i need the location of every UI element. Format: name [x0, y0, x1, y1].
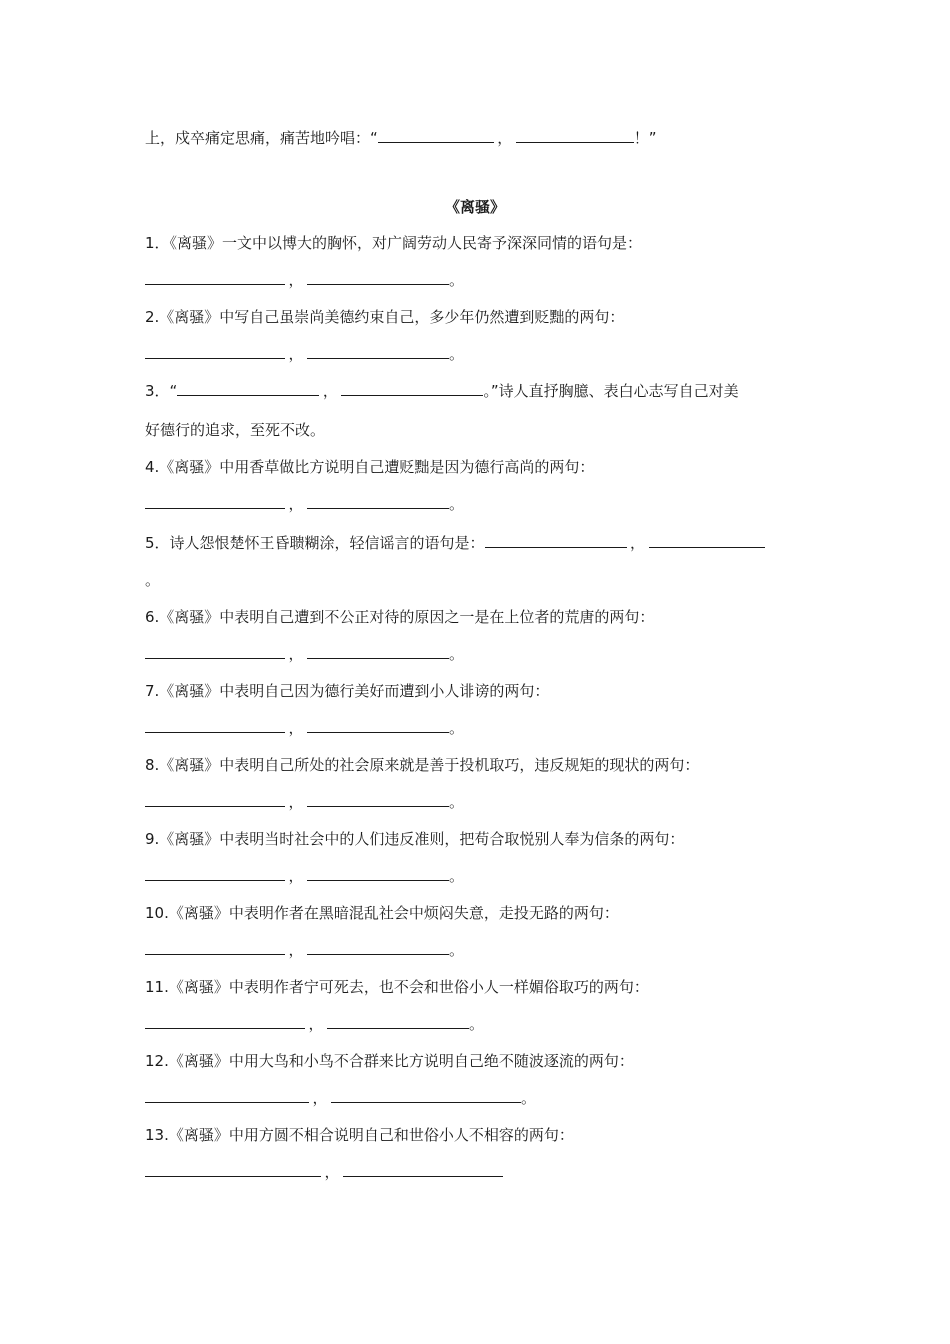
comma: ， — [288, 495, 304, 513]
intro-text: 上，戍卒痛定思痛，痛苦地吟唱：“ — [145, 129, 378, 147]
answer-line — [145, 269, 464, 291]
answer-blank[interactable] — [649, 532, 765, 548]
prompt-start: 3．“ — [145, 382, 178, 400]
answer-blank[interactable] — [307, 269, 449, 285]
comma: ， — [288, 719, 304, 737]
comma: ， — [288, 793, 304, 811]
answer-blank[interactable] — [307, 791, 449, 807]
answer-blank[interactable] — [331, 1087, 521, 1103]
question-prompt: 1．《离骚》一文中以博大的胸怀，对广阔劳动人民寄予深深同情的语句是： — [145, 234, 643, 252]
answer-blank[interactable] — [307, 939, 449, 955]
answer-blank[interactable] — [343, 1161, 503, 1177]
answer-blank[interactable] — [177, 380, 319, 396]
period: 。 — [449, 793, 465, 811]
period: 。 — [469, 1015, 485, 1033]
answer-line — [145, 791, 464, 813]
answer-blank[interactable] — [307, 865, 449, 881]
answer-blank[interactable] — [145, 643, 285, 659]
answer-blank[interactable] — [145, 1087, 309, 1103]
answer-blank[interactable] — [327, 1013, 469, 1029]
comma: ， — [288, 645, 304, 663]
answer-blank[interactable] — [485, 532, 627, 548]
comma: ， — [288, 345, 304, 363]
question-prompt: 11.《离骚》中表明作者宁可死去，也不会和世俗小人一样媚俗取巧的两句： — [145, 978, 649, 996]
period: 。 — [449, 719, 465, 737]
answer-blank[interactable] — [307, 717, 449, 733]
question-prompt: 6.《离骚》中表明自己遭到不公正对待的原因之一是在上位者的荒唐的两句： — [145, 608, 655, 626]
period: 。 — [449, 941, 465, 959]
period-line: 。 — [145, 571, 161, 589]
section-title: 《离骚》 — [444, 198, 505, 216]
period: 。 — [449, 345, 465, 363]
question-prompt: 9.《离骚》中表明当时社会中的人们违反准则，把苟合取悦别人奉为信条的两句： — [145, 830, 685, 848]
answer-blank[interactable] — [145, 1013, 305, 1029]
answer-line — [145, 1161, 503, 1183]
answer-blank[interactable] — [145, 493, 285, 509]
question-prompt: 7.《离骚》中表明自己因为德行美好而遭到小人诽谤的两句： — [145, 682, 550, 700]
answer-blank[interactable] — [307, 343, 449, 359]
question-prompt: 2.《离骚》中写自己虽崇尚美德约束自己，多少年仍然遭到贬黜的两句： — [145, 308, 625, 326]
answer-blank[interactable] — [145, 717, 285, 733]
intro-end: ！” — [633, 129, 657, 147]
answer-blank[interactable] — [307, 643, 449, 659]
comma: ， — [630, 534, 646, 552]
prompt-end: 。”诗人直抒胸臆、表白心志写自己对美 — [483, 382, 739, 400]
question-prompt: 8.《离骚》中表明自己所处的社会原来就是善于投机取巧，违反规矩的现状的两句： — [145, 756, 700, 774]
answer-line — [145, 643, 464, 665]
answer-blank[interactable] — [341, 380, 483, 396]
question-prompt: 13.《离骚》中用方圆不相合说明自己和世俗小人不相容的两句： — [145, 1126, 574, 1144]
comma: ， — [288, 867, 304, 885]
comma: ， — [312, 1089, 328, 1107]
question-prompt-inline — [145, 532, 765, 554]
period: 。 — [521, 1089, 537, 1107]
comma: ， — [288, 271, 304, 289]
answer-blank[interactable] — [145, 865, 285, 881]
period: 。 — [449, 495, 465, 513]
question-prompt: 4.《离骚》中用香草做比方说明自己遭贬黜是因为德行高尚的两句： — [145, 458, 595, 476]
answer-line — [145, 493, 464, 515]
answer-blank[interactable] — [307, 493, 449, 509]
period: 。 — [449, 271, 465, 289]
question-prompt: 10.《离骚》中表明作者在黑暗混乱社会中烦闷失意，走投无路的两句： — [145, 904, 619, 922]
comma: ， — [497, 129, 513, 147]
answer-blank[interactable] — [378, 127, 494, 143]
answer-blank[interactable] — [145, 343, 285, 359]
period: 。 — [449, 645, 465, 663]
answer-blank[interactable] — [145, 791, 285, 807]
prompt-text: 5．诗人怨恨楚怀王昏聩糊涂，轻信谣言的语句是： — [145, 534, 485, 552]
question-continuation: 好德行的追求，至死不改。 — [145, 421, 326, 439]
question-prompt-inline — [145, 380, 739, 402]
comma: ， — [308, 1015, 324, 1033]
answer-line — [145, 865, 464, 887]
answer-blank[interactable] — [145, 269, 285, 285]
comma: ， — [288, 941, 304, 959]
answer-blank[interactable] — [145, 939, 285, 955]
answer-line — [145, 939, 464, 961]
comma: ， — [322, 382, 338, 400]
intro-line — [145, 127, 657, 149]
answer-line — [145, 343, 464, 365]
period: 。 — [449, 867, 465, 885]
answer-blank[interactable] — [145, 1161, 321, 1177]
question-prompt: 12.《离骚》中用大鸟和小鸟不合群来比方说明自己绝不随波逐流的两句： — [145, 1052, 634, 1070]
answer-line — [145, 1013, 484, 1035]
answer-line — [145, 717, 464, 739]
answer-blank[interactable] — [516, 127, 634, 143]
comma: ， — [324, 1163, 340, 1181]
answer-line — [145, 1087, 536, 1109]
